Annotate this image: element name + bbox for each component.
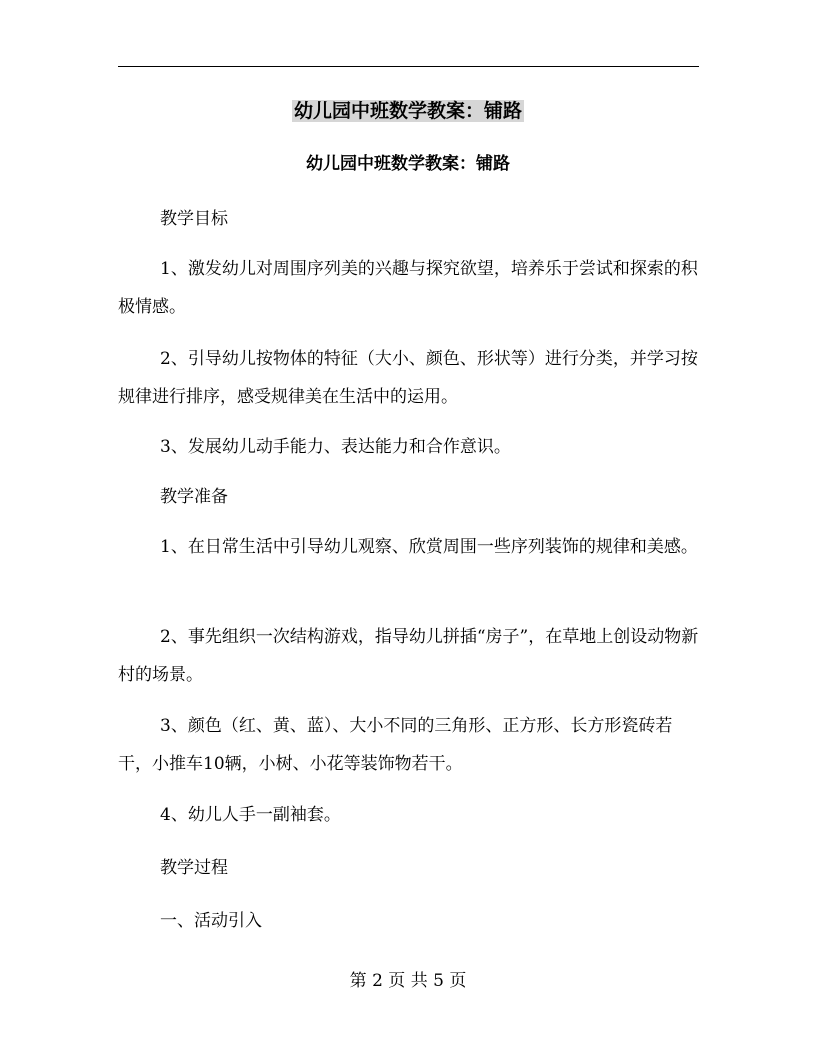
section-heading-process: 教学过程: [160, 858, 228, 878]
page-header-title: [0, 97, 816, 125]
subheading-activity-intro: 一、活动引入: [160, 911, 262, 931]
header-title-text: 幼儿园中班数学教案：铺路: [293, 100, 522, 122]
section-heading-goals: 教学目标: [160, 209, 228, 229]
paragraph-prep-2: 2、事先组织一次结构游戏，指导幼儿拼插“房子”，在草地上创设动物新村的场景。: [118, 627, 699, 685]
page-footer: 第 2 页 共 5 页: [349, 971, 467, 991]
document-title: 幼儿园中班数学教案：铺路: [306, 154, 510, 174]
paragraph-prep-1: 1、在日常生活中引导幼儿观察、欣赏周围一些序列装饰的规律和美感。: [160, 537, 698, 557]
paragraph-goal-3: 3、发展幼儿动手能力、表达能力和合作意识。: [160, 437, 511, 457]
paragraph-goal-2: 2、引导幼儿按物体的特征（大小、颜色、形状等）进行分类，并学习按规律进行排序，感受规律美在生活中的运用。: [118, 349, 698, 407]
header-rule: [118, 66, 699, 67]
paragraph-prep-4: 4、幼儿人手一副袖套。: [160, 805, 341, 825]
paragraph-prep-3: 3、颜色（红、黄、蓝）、大小不同的三角形、正方形、长方形瓷砖若干，小推车10辆，小树、小花等装饰物若干。: [118, 716, 673, 774]
section-heading-preparation: 教学准备: [160, 487, 228, 507]
paragraph-goal-1: 1、激发幼儿对周围序列美的兴趣与探究欲望，培养乐于尝试和探索的积极情感。: [118, 259, 698, 317]
